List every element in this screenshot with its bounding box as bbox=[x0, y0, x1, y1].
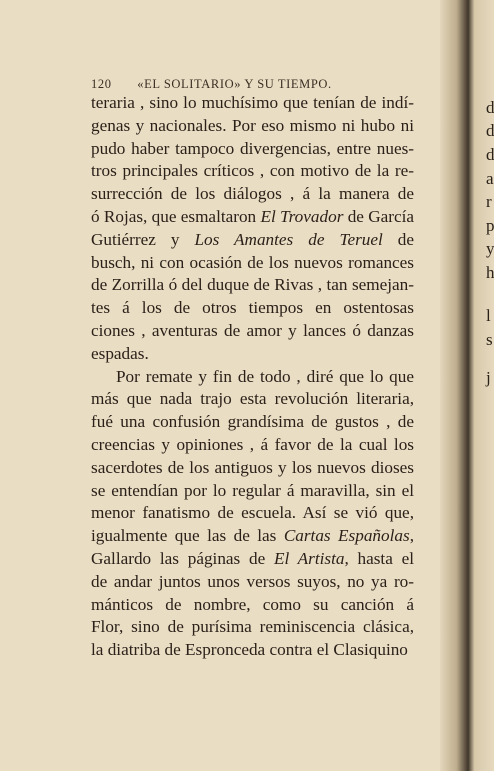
text-line: Por remate y fin de todo , diré que lo que bbox=[116, 366, 414, 386]
running-title: «EL SOLITARIO» Y SU TIEMPO. bbox=[137, 77, 332, 91]
facing-page-letter: h bbox=[486, 263, 494, 282]
text-line: Gutiérrez y Los Amantes de Teruel de bbox=[91, 229, 414, 249]
text-line: la diatriba de Espronceda contra el Clasiquino bbox=[91, 640, 408, 660]
text-line: busch, ni con ocasión de los nuevos romances bbox=[91, 252, 414, 272]
facing-page-letter: d bbox=[486, 98, 494, 117]
facing-page-letter: d bbox=[486, 145, 494, 164]
facing-page-letter: d bbox=[486, 121, 494, 140]
text-line: menor fanatismo de escuela. Así se vió que, bbox=[91, 503, 414, 523]
facing-page-letter: j bbox=[486, 368, 491, 387]
text-line: pudo haber tampoco divergencias, entre nues- bbox=[91, 138, 414, 158]
text-line: ciones , aventuras de amor y lances ó danzas bbox=[91, 320, 414, 340]
text-line: de Zorrilla ó del duque de Rivas , tan semejan- bbox=[91, 275, 414, 295]
facing-page-letter: l bbox=[486, 306, 491, 325]
text-line: tes á los de otros tiempos en ostentosas bbox=[91, 298, 414, 318]
facing-page-letter: r bbox=[486, 192, 492, 211]
page-number: 120 bbox=[91, 77, 112, 91]
facing-page-letter: p bbox=[486, 216, 494, 235]
text-line: fué una confusión grandísima de gustos , de bbox=[91, 412, 414, 432]
book-gutter bbox=[440, 0, 470, 771]
facing-page-edge bbox=[468, 0, 494, 771]
text-line: creencias y opiniones , á favor de la cual los bbox=[91, 434, 414, 454]
text-line: mánticos de nombre, como su canción á bbox=[91, 594, 414, 614]
facing-page-letter: s bbox=[486, 330, 493, 349]
text-line: tros principales críticos , con motivo de la re- bbox=[91, 161, 414, 181]
text-line: surrección de los diálogos , á la manera de bbox=[91, 184, 414, 204]
body-text bbox=[91, 92, 414, 662]
text-line: sacerdotes de los antiguos y los nuevos dioses bbox=[91, 457, 414, 477]
text-line: más que nada trajo esta revolución literaria, bbox=[91, 389, 414, 409]
facing-page-letter: y bbox=[486, 239, 494, 258]
text-line: espadas. bbox=[91, 343, 149, 363]
text-line: se entendían por lo regular á maravilla, sin el bbox=[91, 480, 414, 500]
text-line: Flor, sino de purísima reminiscencia clásica, bbox=[91, 617, 414, 637]
text-line: genas y nacionales. Por eso mismo ni hubo ni bbox=[91, 115, 414, 135]
text-line: Gallardo las páginas de El Artista, hasta el bbox=[91, 548, 414, 568]
facing-page-letter: a bbox=[486, 169, 494, 188]
running-header bbox=[91, 77, 421, 92]
text-line: ó Rojas, que esmaltaron El Trovador de García bbox=[91, 206, 414, 226]
text-line: teraria , sino lo muchísimo que tenían de indí- bbox=[91, 93, 414, 112]
text-line: de andar juntos unos versos suyos, no ya ro- bbox=[91, 571, 414, 591]
text-line: igualmente que las de las Cartas Españolas, bbox=[91, 526, 414, 546]
